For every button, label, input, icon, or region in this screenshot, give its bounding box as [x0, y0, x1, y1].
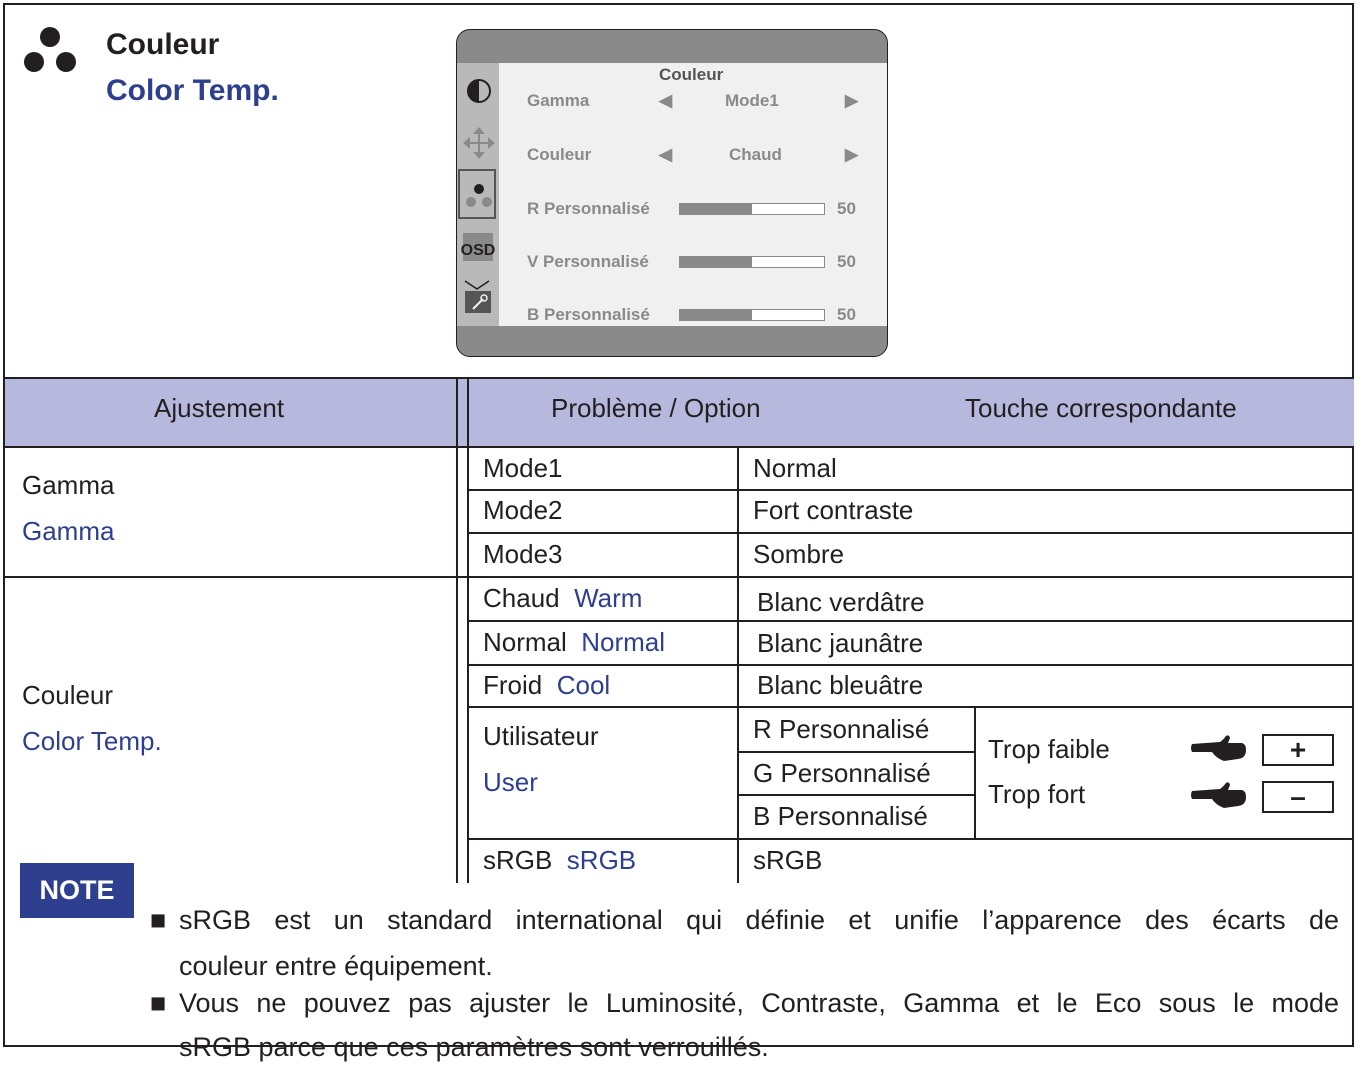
color-selected-icon [459, 173, 495, 217]
osd-settings-icon [459, 225, 495, 269]
osd-b-slider [679, 309, 825, 321]
note-bullet-1: ■ [150, 905, 167, 935]
header-adjustment: Ajustement [154, 393, 285, 423]
pointing-hand-icon [1190, 734, 1248, 764]
osd-right-arrow-icon: ▶ [845, 145, 859, 164]
gamma-desc-3: Sombre [753, 539, 845, 569]
osd-icon-column [457, 63, 499, 326]
osd-v-value: 50 [837, 252, 856, 271]
osd-r-label: R Personnalisé [527, 199, 650, 218]
pointing-hand-icon [1190, 781, 1248, 811]
option-normal: Normal Normal [483, 627, 666, 657]
section-subtitle: Color Temp. [106, 74, 279, 107]
osd-right-arrow-icon: ▶ [845, 91, 859, 110]
note-item-1-line-1: sRGB est un standard international qui définie et unifie l’apparence des écarts de [179, 905, 1339, 935]
osd-left-arrow-icon: ◀ [659, 91, 673, 110]
brightness-contrast-icon [459, 69, 495, 113]
gamma-label-en: Gamma [22, 516, 115, 546]
option-user: Utilisateur [483, 721, 599, 751]
gamma-label: Gamma [22, 470, 115, 500]
gamma-desc-2: Fort contraste [753, 495, 914, 525]
osd-r-slider [679, 203, 825, 215]
gamma-option-3: Mode3 [483, 539, 563, 569]
osd-v-label: V Personnalisé [527, 252, 649, 271]
color-dots-icon [20, 24, 80, 76]
option-cool: Froid Cool [483, 670, 611, 700]
tools-icon [459, 275, 495, 319]
osd-color-value: Chaud [729, 145, 782, 164]
desc-srgb: sRGB [753, 845, 823, 875]
osd-gamma-label: Gamma [527, 91, 590, 110]
plus-button[interactable]: + [1262, 734, 1334, 766]
osd-r-value: 50 [837, 199, 856, 218]
user-channel-g: G Personnalisé [753, 758, 931, 788]
note-item-2-line-1: Vous ne pouvez pas ajuster le Luminosité, Contraste, Gamma et le Eco sous le mode [179, 988, 1339, 1018]
note-item-1-line-2: couleur entre équipement. [179, 951, 493, 981]
section-title: Couleur [106, 28, 220, 61]
option-user-en: User [483, 767, 538, 797]
desc-cool: Blanc bleuâtre [757, 670, 924, 700]
osd-gamma-value: Mode1 [725, 91, 779, 110]
note-label: NOTE [20, 863, 134, 918]
osd-menu-title: Couleur [659, 65, 724, 84]
header-problem-option: Problème / Option [551, 393, 761, 423]
osd-menu [456, 29, 888, 357]
gamma-option-2: Mode2 [483, 495, 563, 525]
option-warm: Chaud Warm [483, 583, 643, 613]
color-label-en: Color Temp. [22, 726, 162, 756]
position-arrows-icon [459, 121, 495, 165]
option-srgb: sRGB sRGB [483, 845, 637, 875]
note-item-2-line-2: sRGB parce que ces paramètres sont verrouillés. [179, 1032, 769, 1062]
user-channel-r: R Personnalisé [753, 714, 930, 744]
header-key: Touche correspondante [965, 393, 1237, 423]
osd-left-arrow-icon: ◀ [659, 145, 673, 164]
osd-v-slider [679, 256, 825, 268]
osd-b-value: 50 [837, 305, 856, 324]
user-channel-b: B Personnalisé [753, 801, 928, 831]
gamma-option-1: Mode1 [483, 453, 563, 483]
note-bullet-2: ■ [150, 988, 167, 1018]
too-strong-label: Trop fort [988, 779, 1086, 809]
desc-warm: Blanc verdâtre [757, 587, 925, 617]
osd-b-label: B Personnalisé [527, 305, 650, 324]
gamma-desc-1: Normal [753, 453, 837, 483]
osd-color-label: Couleur [527, 145, 592, 164]
color-label: Couleur [22, 680, 114, 710]
osd-content-panel [499, 63, 887, 326]
minus-button[interactable]: – [1262, 781, 1334, 813]
desc-normal: Blanc jaunâtre [757, 628, 924, 658]
osd-icon-label: OSD [460, 242, 495, 259]
too-weak-label: Trop faible [988, 734, 1110, 764]
